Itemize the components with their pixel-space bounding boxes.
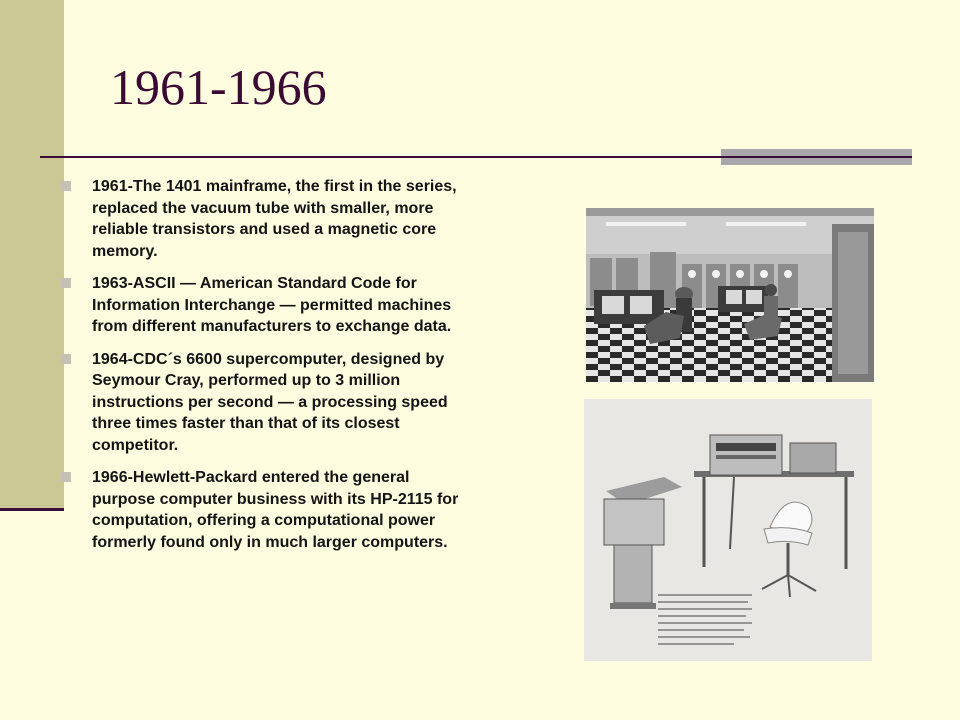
square-bullet-icon — [61, 181, 71, 191]
bullet-item-1966 — [60, 467, 468, 553]
hp-computer-illustration — [584, 399, 872, 661]
square-bullet-icon — [61, 278, 71, 288]
bullet-list — [60, 176, 468, 564]
bullet-text: 1966-Hewlett-Packard entered the general purpose computer business with its HP-2115 for computation, offering a computational power formerly found only in much larger computers. — [92, 469, 459, 551]
bullet-item-1964 — [60, 349, 468, 457]
left-accent-rule — [0, 508, 64, 511]
mainframe-room-photo — [586, 208, 874, 382]
slide-title: 1961-1966 — [110, 59, 327, 115]
bullet-text: 1961-The 1401 mainframe, the first in the series, replaced the vacuum tube with smaller, more reliable transistors and used a magnetic core memory. — [92, 178, 457, 260]
bullet-text: 1964-CDC´s 6600 supercomputer, designed by Seymour Cray, performed up to 3 million instructions per second — a processing speed three times faster than that of its closest competitor. — [92, 350, 448, 454]
hp-computer-photo — [584, 399, 872, 661]
square-bullet-icon — [61, 472, 71, 482]
title-divider-accent — [721, 149, 912, 165]
bullet-item-1961 — [60, 176, 468, 262]
mainframe-room-illustration — [586, 208, 874, 382]
square-bullet-icon — [61, 354, 71, 364]
bullet-text: 1963-ASCII — American Standard Code for Information Interchange — permitted machines from different manufacturers to exchange data. — [92, 275, 452, 335]
left-accent-bar — [0, 0, 64, 510]
bullet-item-1963 — [60, 273, 468, 338]
